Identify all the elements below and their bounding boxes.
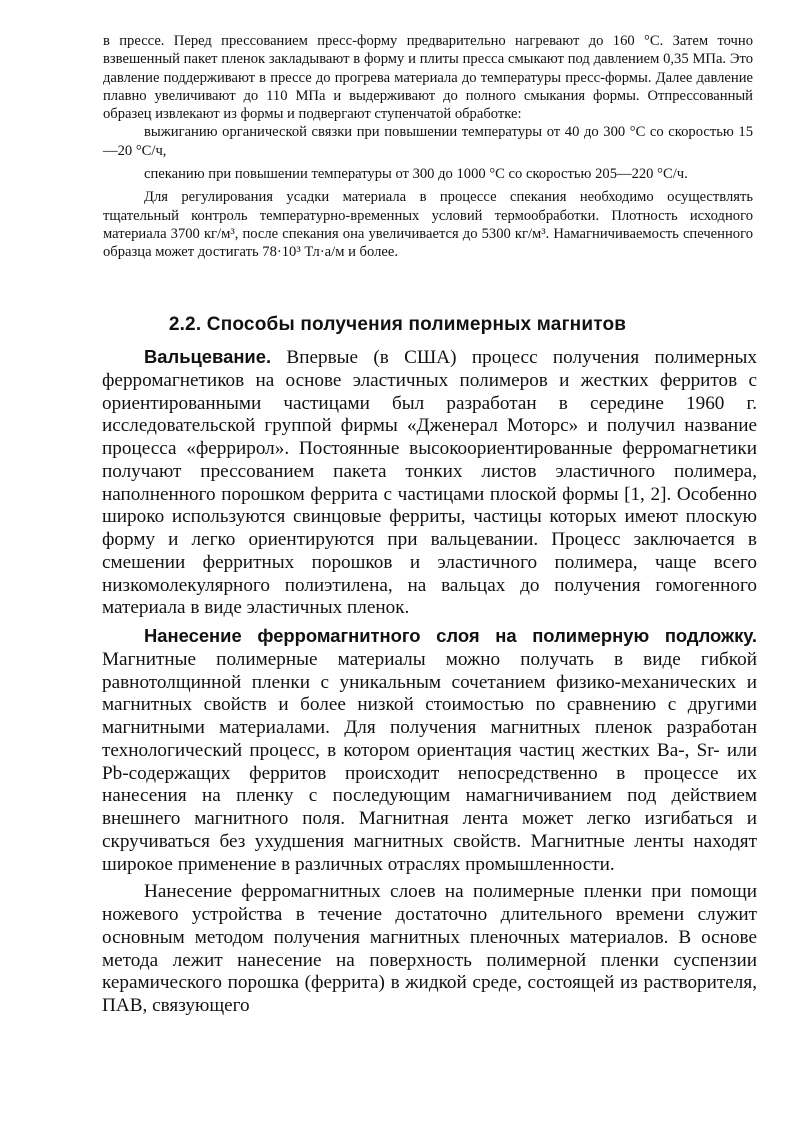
rolling-body: Впервые (в США) процесс получения полимерных ферромагнетиков на основе эластичных полимеров и жестких ферритов с ориентированными частицами был разработан в середине 1960 г. исследовательской группой фирмы «Дженерал Моторс» и получил название процесса «феррирол». Постоянные высокоориентированные ферромагнетики получают прессованием пакета тонких листов эластичного полимера, наполненного порошком феррита с частицами плоской формы [1, 2]. Особенно широко используются свинцовые ферриты, частицы которых имеют плоскую форму и легко ориентируются при вальцевании. Процесс заключается в смешении ферритных порошков и эластичного полимера, чаще всего низкомолекулярного полиэтилена, на вальцах до получения гомогенного материала в виде эластичных пленок.: [102, 347, 757, 619]
top-text-block: [103, 32, 753, 262]
section-heading: 2.2. Способы получения полимерных магнитов: [168, 314, 627, 335]
process-step-burnout: выжиганию органической связки при повышении температуры от 40 до 300 °С со скоростью 15—20 °С/ч,: [103, 124, 753, 159]
coating-body: Магнитные полимерные материалы можно получать в виде гибкой равнотолщинной пленки с уникальным сочетанием физико-механических и магнитных свойств и более низкой стоимостью по сравнению с другими магнитными материалами. Для получения магнитных пленок разработан технологический процесс, в котором ориентация частиц жестких Ba-, Sr- или Pb-содержащих ферритов происходит непосредственно в процессе их нанесения на пленку с последующим намагничиванием под действием внешнего магнитного поля. Магнитная лента может легко изгибаться и скручиваться без ухудшения магнитных свойств. Магнитные ленты находят широкое применение в различных отраслях промышленности.: [102, 648, 757, 875]
rolling-lead: Вальцевание.: [144, 346, 272, 367]
coating-paragraph: [102, 625, 757, 876]
process-step-sintering: спеканию при повышении температуры от 300 до 1000 °С со скоростью 205—220 °С/ч.: [144, 166, 688, 183]
rolling-paragraph: [102, 346, 757, 620]
top-paragraph: в прессе. Перед прессованием пресс-форму предварительно нагревают до 160 °С. Затем точно взвешенный пакет пленок закладывают в форму и плиты пресса смыкают под давлением 0,35 МПа. Это давление поддерживают в прессе до прогрева материала до температуры пресс-формы. Далее давление плавно увеличивают до 110 МПа и выдерживают до полного смыкания формы. Отпрессованный образец извлекают из формы и подвергают ступенчатой обработке:: [103, 33, 753, 123]
knife-coating-paragraph: Нанесение ферромагнитных слоев на полимерные пленки при помощи ножевого устройства в течение достаточно длительного времени служит основным методом получения магнитных пленочных материалов. В основе метода лежит нанесение на поверхность полимерной пленки суспензии керамического порошка (феррита) в жидкой среде, состоящей из растворителя, ПАВ, связующего: [102, 881, 757, 1016]
coating-lead: Нанесение ферромагнитного слоя на полимерную подложку.: [144, 625, 757, 646]
main-text-block: [102, 346, 757, 1018]
shrinkage-paragraph: Для регулирования усадки материала в процессе спекания необходимо осуществлять тщательный контроль температурно-временных условий термообработки. Плотность исходного материала 3700 кг/м³, после спекания она увеличивается до 5300 кг/м³. Намагничиваемость спеченного образца может достигать 78·10³ Тл·а/м и более.: [103, 189, 753, 261]
